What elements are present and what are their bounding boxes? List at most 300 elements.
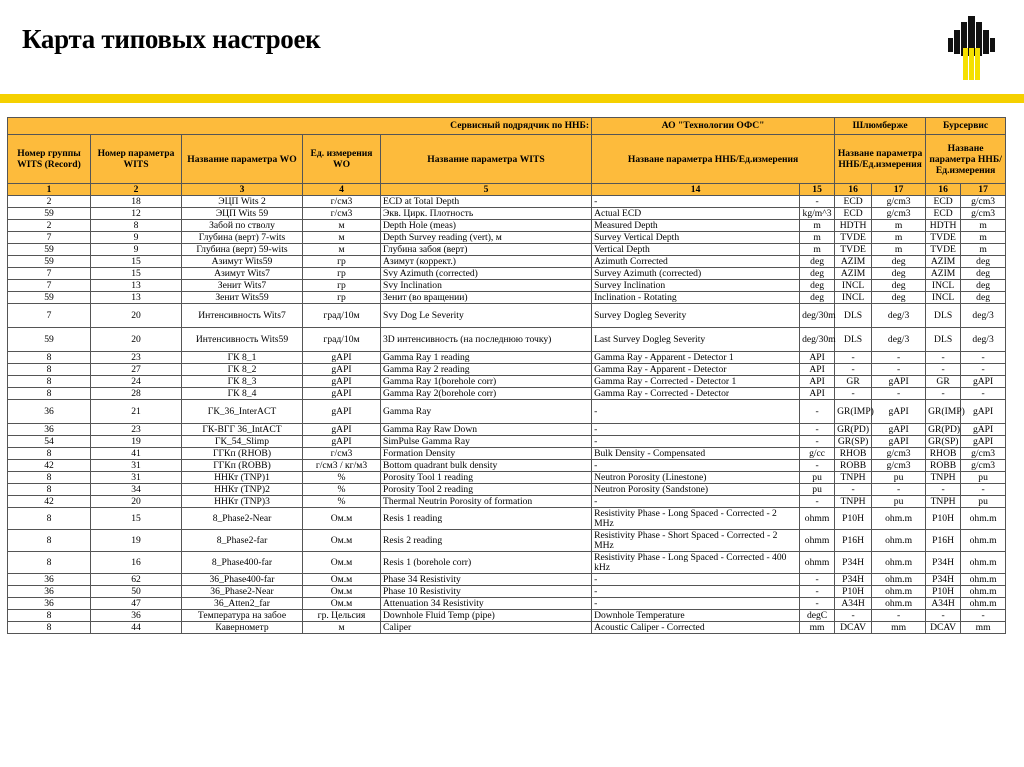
table-cell: 9: [91, 232, 182, 244]
table-cell: 21: [91, 400, 182, 424]
table-cell: deg: [800, 280, 835, 292]
table-cell: -: [800, 196, 835, 208]
header-wits-param: Номер параметра WITS: [91, 135, 182, 184]
table-cell: ohm.m: [961, 574, 1006, 586]
table-cell: Gamma Ray - Apparent - Detector: [592, 364, 800, 376]
table-cell: g/cm3: [872, 460, 926, 472]
col-number: 17: [961, 184, 1006, 196]
table-cell: g/cm3: [872, 448, 926, 460]
table-cell: Bulk Density - Compensated: [592, 448, 800, 460]
table-cell: HDTH: [926, 220, 961, 232]
table-cell: Ом.м: [303, 586, 381, 598]
table-row: [8, 376, 1006, 388]
table-cell: ГК 8_1: [182, 352, 303, 364]
table-cell: -: [800, 400, 835, 424]
table-cell: -: [835, 352, 872, 364]
table-cell: 59: [8, 292, 91, 304]
table-cell: 23: [91, 424, 182, 436]
table-cell: 36_Phase2-Near: [182, 586, 303, 598]
table-cell: Ом.м: [303, 552, 381, 574]
table-cell: pu: [872, 496, 926, 508]
table-cell: ROBB: [926, 460, 961, 472]
table-cell: -: [872, 388, 926, 400]
table-cell: 3D интенсивность (на последнюю точку): [381, 328, 592, 352]
table-cell: DLS: [926, 304, 961, 328]
table-cell: P34H: [835, 574, 872, 586]
contractor-ofs: АО "Технологии ОФС": [592, 118, 835, 135]
table-cell: Resistivity Phase - Long Spaced - Corrected - 2 MHz: [592, 508, 800, 530]
table-cell: -: [872, 484, 926, 496]
table-cell: gAPI: [961, 376, 1006, 388]
table-cell: Last Survey Dogleg Severity: [592, 328, 800, 352]
table-row: [8, 196, 1006, 208]
table-cell: INCL: [926, 280, 961, 292]
table-cell: deg: [800, 268, 835, 280]
table-cell: g/cc: [800, 448, 835, 460]
table-cell: Забой по стволу: [182, 220, 303, 232]
table-cell: TNPH: [926, 472, 961, 484]
header-slb-param: Назване параметра ННБ/Ед.измерения: [835, 135, 926, 184]
table-row: [8, 622, 1006, 634]
table-cell: Neutron Porosity (Linestone): [592, 472, 800, 484]
table-cell: deg/3: [872, 328, 926, 352]
table-cell: Азимут Wits7: [182, 268, 303, 280]
table-cell: deg: [800, 256, 835, 268]
table-cell: ohm.m: [961, 508, 1006, 530]
table-cell: gAPI: [872, 436, 926, 448]
table-cell: m: [800, 244, 835, 256]
table-cell: град/10м: [303, 328, 381, 352]
table-cell: deg: [961, 268, 1006, 280]
table-cell: P10H: [835, 586, 872, 598]
table-cell: Gamma Ray - Corrected - Detector: [592, 388, 800, 400]
col-number: 2: [91, 184, 182, 196]
table-cell: 12: [91, 208, 182, 220]
table-cell: DLS: [835, 328, 872, 352]
table-cell: m: [961, 220, 1006, 232]
table-cell: 2: [8, 220, 91, 232]
table-cell: pu: [961, 472, 1006, 484]
table-cell: mm: [961, 622, 1006, 634]
table-cell: API: [800, 376, 835, 388]
table-cell: 36: [8, 400, 91, 424]
table-cell: 8: [8, 552, 91, 574]
table-cell: Gamma Ray - Apparent - Detector 1: [592, 352, 800, 364]
table-cell: GR(SP): [926, 436, 961, 448]
table-cell: mm: [800, 622, 835, 634]
table-row: [8, 208, 1006, 220]
table-cell: SimPulse Gamma Ray: [381, 436, 592, 448]
table-cell: ohm.m: [872, 574, 926, 586]
table-cell: gAPI: [872, 376, 926, 388]
table-cell: ННКт (TNP)1: [182, 472, 303, 484]
table-cell: 9: [91, 244, 182, 256]
table-cell: 8: [8, 364, 91, 376]
table-cell: 36_Phase400-far: [182, 574, 303, 586]
table-cell: degC: [800, 610, 835, 622]
table-row: [8, 352, 1006, 364]
table-cell: m: [872, 244, 926, 256]
table-cell: Зенит (во вращении): [381, 292, 592, 304]
table-cell: gAPI: [872, 400, 926, 424]
table-cell: g/cm3: [961, 208, 1006, 220]
table-cell: Porosity Tool 2 reading: [381, 484, 592, 496]
table-cell: Кавернометр: [182, 622, 303, 634]
table-cell: Downhole Temperature: [592, 610, 800, 622]
table-cell: -: [872, 364, 926, 376]
table-cell: gAPI: [872, 424, 926, 436]
table-cell: гр. Цельсия: [303, 610, 381, 622]
table-cell: -: [592, 196, 800, 208]
header-wits-name: Название параметра WITS: [381, 135, 592, 184]
table-cell: Thermal Neutrin Porosity of formation: [381, 496, 592, 508]
table-cell: deg/3: [961, 304, 1006, 328]
table-cell: -: [800, 586, 835, 598]
table-cell: gAPI: [303, 364, 381, 376]
table-cell: TNPH: [835, 496, 872, 508]
table-cell: г/см3: [303, 208, 381, 220]
table-cell: 23: [91, 352, 182, 364]
table-cell: 8: [8, 530, 91, 552]
table-cell: m: [800, 220, 835, 232]
table-cell: 8_Phase2-far: [182, 530, 303, 552]
table-cell: ohmm: [800, 508, 835, 530]
table-cell: deg: [872, 292, 926, 304]
table-cell: 8: [8, 352, 91, 364]
accent-band: [0, 94, 1024, 103]
table-cell: 36_Atten2_far: [182, 598, 303, 610]
table-cell: ohm.m: [872, 530, 926, 552]
header-wo-name: Название параметра WO: [182, 135, 303, 184]
table-cell: гр: [303, 292, 381, 304]
table-cell: ohm.m: [872, 552, 926, 574]
table-row: [8, 388, 1006, 400]
table-cell: TNPH: [926, 496, 961, 508]
table-cell: ECD: [835, 208, 872, 220]
table-cell: Resis 1 (borehole corr): [381, 552, 592, 574]
table-cell: gAPI: [961, 400, 1006, 424]
table-cell: m: [961, 232, 1006, 244]
table-cell: 18: [91, 196, 182, 208]
table-cell: RHOB: [835, 448, 872, 460]
table-cell: HDTH: [835, 220, 872, 232]
table-cell: -: [592, 400, 800, 424]
table-cell: -: [800, 424, 835, 436]
header-ofs-param: Назване параметра ННБ/Ед.измерения: [592, 135, 835, 184]
oil-company-logo-icon: [946, 14, 998, 82]
table-cell: pu: [800, 472, 835, 484]
table-cell: 59: [8, 208, 91, 220]
table-cell: m: [961, 244, 1006, 256]
table-cell: Inclination - Rotating: [592, 292, 800, 304]
table-cell: -: [835, 364, 872, 376]
col-number: 16: [835, 184, 872, 196]
table-cell: RHOB: [926, 448, 961, 460]
table-cell: ohm.m: [872, 508, 926, 530]
table-row: [8, 574, 1006, 586]
table-row: [8, 328, 1006, 352]
table-cell: GR(PD): [835, 424, 872, 436]
column-header-row: [8, 135, 1006, 184]
table-cell: -: [961, 484, 1006, 496]
table-cell: м: [303, 244, 381, 256]
table-cell: 34: [91, 484, 182, 496]
table-cell: deg: [961, 280, 1006, 292]
table-cell: -: [926, 352, 961, 364]
table-cell: ohm.m: [961, 586, 1006, 598]
table-cell: %: [303, 496, 381, 508]
service-label: Сервисный подрядчик по ННБ:: [8, 118, 592, 135]
table-cell: 8: [8, 376, 91, 388]
table-cell: GR(PD): [926, 424, 961, 436]
table-cell: 8: [8, 622, 91, 634]
table-row: [8, 280, 1006, 292]
table-cell: -: [961, 364, 1006, 376]
table-cell: pu: [872, 472, 926, 484]
table-cell: ohm.m: [961, 552, 1006, 574]
table-cell: deg/3: [961, 328, 1006, 352]
table-cell: deg/30m: [800, 328, 835, 352]
table-cell: pu: [800, 484, 835, 496]
table-cell: ГК 8_3: [182, 376, 303, 388]
table-cell: 47: [91, 598, 182, 610]
table-cell: gAPI: [961, 436, 1006, 448]
table-cell: -: [800, 496, 835, 508]
table-cell: Экв. Цирк. Плотность: [381, 208, 592, 220]
table-cell: Ом.м: [303, 574, 381, 586]
table-cell: 31: [91, 472, 182, 484]
table-cell: Температура на забое: [182, 610, 303, 622]
table-cell: gAPI: [961, 424, 1006, 436]
table-cell: Depth Survey reading (vert), м: [381, 232, 592, 244]
table-row: [8, 598, 1006, 610]
table-cell: TVDE: [835, 232, 872, 244]
table-cell: 8_Phase400-far: [182, 552, 303, 574]
table-cell: %: [303, 472, 381, 484]
table-cell: Survey Inclination: [592, 280, 800, 292]
table-cell: INCL: [926, 292, 961, 304]
table-cell: Gamma Ray Raw Down: [381, 424, 592, 436]
table-cell: 27: [91, 364, 182, 376]
table-cell: -: [835, 388, 872, 400]
table-cell: Ом.м: [303, 508, 381, 530]
table-cell: м: [303, 622, 381, 634]
table-cell: P10H: [926, 508, 961, 530]
col-number: 16: [926, 184, 961, 196]
table-cell: м: [303, 220, 381, 232]
table-cell: 59: [8, 256, 91, 268]
table-row: [8, 496, 1006, 508]
table-cell: -: [800, 574, 835, 586]
table-cell: 50: [91, 586, 182, 598]
table-cell: Survey Azimuth (corrected): [592, 268, 800, 280]
table-cell: P10H: [835, 508, 872, 530]
table-cell: ohm.m: [961, 530, 1006, 552]
table-cell: INCL: [835, 292, 872, 304]
table-cell: 7: [8, 232, 91, 244]
table-cell: г/см3: [303, 196, 381, 208]
table-cell: gAPI: [303, 376, 381, 388]
table-cell: 7: [8, 304, 91, 328]
table-cell: 2: [8, 196, 91, 208]
table-row: [8, 220, 1006, 232]
table-cell: Глубина забоя (верт): [381, 244, 592, 256]
table-cell: -: [926, 484, 961, 496]
table-row: [8, 530, 1006, 552]
table-cell: ohmm: [800, 530, 835, 552]
table-row: [8, 552, 1006, 574]
table-cell: Интенсивность Wits59: [182, 328, 303, 352]
table-cell: P34H: [926, 552, 961, 574]
table-cell: deg/30m: [800, 304, 835, 328]
table-cell: Интенсивность Wits7: [182, 304, 303, 328]
table-cell: ГК_54_Slimp: [182, 436, 303, 448]
table-row: [8, 424, 1006, 436]
table-cell: deg/3: [872, 304, 926, 328]
table-cell: Gamma Ray 2 reading: [381, 364, 592, 376]
table-cell: 36: [8, 586, 91, 598]
table-cell: гр: [303, 256, 381, 268]
table-cell: 41: [91, 448, 182, 460]
table-row: [8, 448, 1006, 460]
table-cell: A34H: [926, 598, 961, 610]
table-row: [8, 244, 1006, 256]
table-row: [8, 256, 1006, 268]
table-cell: Measured Depth: [592, 220, 800, 232]
table-cell: deg: [872, 280, 926, 292]
table-cell: -: [800, 460, 835, 472]
table-cell: ROBB: [835, 460, 872, 472]
table-cell: Caliper: [381, 622, 592, 634]
table-cell: Svy Azimuth (corrected): [381, 268, 592, 280]
page-title: Карта типовых настроек: [22, 24, 321, 54]
table-cell: g/cm3: [961, 448, 1006, 460]
table-cell: -: [926, 610, 961, 622]
contractor-schlumberger: Шлюмберже: [835, 118, 926, 135]
table-cell: ГК 8_2: [182, 364, 303, 376]
table-cell: -: [592, 574, 800, 586]
table-cell: Formation Density: [381, 448, 592, 460]
table-cell: ГК 8_4: [182, 388, 303, 400]
col-number: 5: [381, 184, 592, 196]
table-cell: 20: [91, 496, 182, 508]
table-cell: 15: [91, 508, 182, 530]
table-cell: Downhole Fluid Temp (pipe): [381, 610, 592, 622]
table-row: [8, 586, 1006, 598]
table-cell: Gamma Ray 2(borehole corr): [381, 388, 592, 400]
table-cell: град/10м: [303, 304, 381, 328]
table-cell: ГГКп (RHOB): [182, 448, 303, 460]
table-cell: A34H: [835, 598, 872, 610]
table-cell: Azimuth Corrected: [592, 256, 800, 268]
table-cell: -: [835, 610, 872, 622]
table-cell: DLS: [835, 304, 872, 328]
table-cell: ECD at Total Depth: [381, 196, 592, 208]
table-cell: ННКт (TNP)3: [182, 496, 303, 508]
table-cell: %: [303, 484, 381, 496]
table-cell: AZIM: [835, 256, 872, 268]
table-cell: ohm.m: [872, 598, 926, 610]
table-cell: 13: [91, 280, 182, 292]
table-cell: TVDE: [926, 232, 961, 244]
table-cell: m: [872, 220, 926, 232]
table-cell: Neutron Porosity (Sandstone): [592, 484, 800, 496]
table-cell: pu: [961, 496, 1006, 508]
table-cell: GR(IMP): [926, 400, 961, 424]
table-cell: P16H: [926, 530, 961, 552]
table-cell: 44: [91, 622, 182, 634]
table-cell: DLS: [926, 328, 961, 352]
table-cell: ohm.m: [961, 598, 1006, 610]
table-cell: ГК_36_InterACT: [182, 400, 303, 424]
table-cell: 8: [91, 220, 182, 232]
table-cell: gAPI: [303, 352, 381, 364]
table-cell: 19: [91, 530, 182, 552]
table-cell: AZIM: [926, 256, 961, 268]
table-cell: ECD: [926, 196, 961, 208]
table-cell: -: [800, 436, 835, 448]
table-cell: -: [926, 364, 961, 376]
col-number: 15: [800, 184, 835, 196]
table-cell: г/см3: [303, 448, 381, 460]
table-cell: INCL: [835, 280, 872, 292]
col-number: 1: [8, 184, 91, 196]
table-cell: 42: [8, 496, 91, 508]
table-cell: -: [592, 598, 800, 610]
table-cell: 24: [91, 376, 182, 388]
table-cell: Phase 10 Resistivity: [381, 586, 592, 598]
table-cell: -: [872, 610, 926, 622]
table-cell: 8: [8, 448, 91, 460]
table-cell: m: [800, 232, 835, 244]
table-cell: г/см3 / кг/м3: [303, 460, 381, 472]
table-cell: 8: [8, 610, 91, 622]
table-row: [8, 436, 1006, 448]
table-row: [8, 292, 1006, 304]
table-cell: Gamma Ray: [381, 400, 592, 424]
table-cell: 15: [91, 268, 182, 280]
table-cell: Зенит Wits7: [182, 280, 303, 292]
table-row: [8, 400, 1006, 424]
table-cell: g/cm3: [961, 196, 1006, 208]
table-cell: 8: [8, 388, 91, 400]
table-cell: Глубина (верт) 7-wits: [182, 232, 303, 244]
table-cell: 36: [8, 598, 91, 610]
table-row: [8, 268, 1006, 280]
table-cell: ohmm: [800, 552, 835, 574]
table-cell: Svy Inclination: [381, 280, 592, 292]
table-cell: гр: [303, 268, 381, 280]
table-cell: API: [800, 388, 835, 400]
table-cell: 31: [91, 460, 182, 472]
table-cell: 8: [8, 484, 91, 496]
table-cell: 20: [91, 328, 182, 352]
table-cell: gAPI: [303, 436, 381, 448]
table-cell: deg: [872, 256, 926, 268]
table-row: [8, 364, 1006, 376]
table-cell: 59: [8, 244, 91, 256]
table-cell: DCAV: [926, 622, 961, 634]
table-cell: ECD: [926, 208, 961, 220]
table-cell: Ом.м: [303, 598, 381, 610]
table-cell: TVDE: [926, 244, 961, 256]
col-number: 14: [592, 184, 800, 196]
table-cell: Acoustic Caliper - Corrected: [592, 622, 800, 634]
settings-table: [7, 117, 1006, 634]
table-cell: Resis 1 reading: [381, 508, 592, 530]
table-cell: Азимут (коррект.): [381, 256, 592, 268]
table-row: [8, 460, 1006, 472]
